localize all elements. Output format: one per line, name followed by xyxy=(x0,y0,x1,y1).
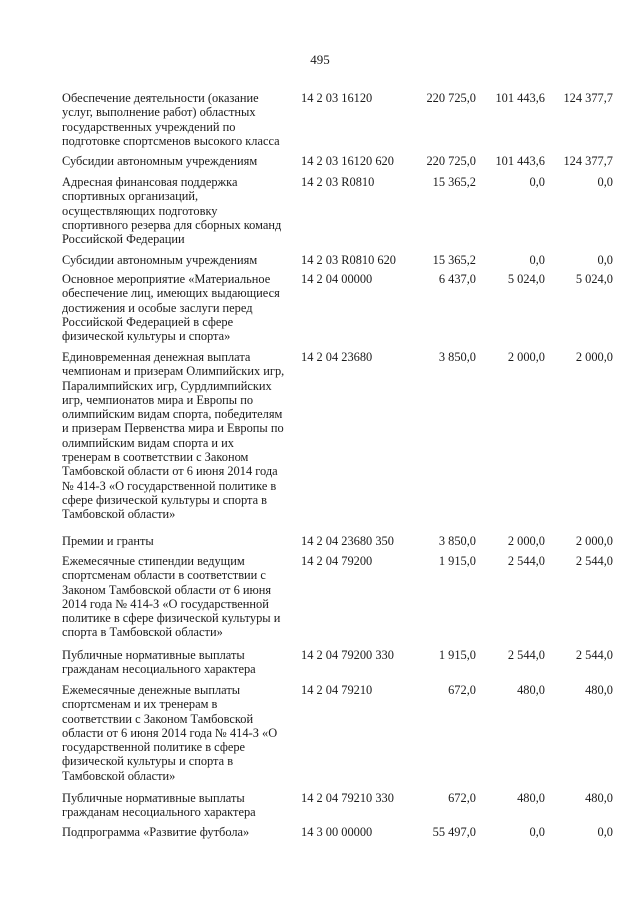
row-value-3: 0,0 xyxy=(597,825,613,839)
page-number: 495 xyxy=(310,52,330,67)
row-value-2: 2 000,0 xyxy=(507,350,545,364)
row-code: 14 2 03 R0810 xyxy=(301,175,375,189)
row-value-3: 2 000,0 xyxy=(575,350,613,364)
row-value-2: 0,0 xyxy=(529,253,545,267)
row-value-1: 15 365,2 xyxy=(432,175,476,189)
row-code: 14 2 03 R0810 620 xyxy=(301,253,396,267)
row-value-2: 2 544,0 xyxy=(507,648,545,662)
row-value-1: 55 497,0 xyxy=(432,825,476,839)
row-code: 14 2 04 79200 xyxy=(301,554,373,568)
row-name: Субсидии автономным учреждениям xyxy=(62,154,258,168)
row-code: 14 3 00 00000 xyxy=(301,825,373,839)
row-name: Подпрограмма «Развитие футбола» xyxy=(62,825,250,839)
row-code: 14 2 04 79210 xyxy=(301,683,373,697)
row-value-3: 0,0 xyxy=(597,175,613,189)
row-code: 14 2 04 00000 xyxy=(301,272,373,286)
row-name: Единовременная денежная выплата чемпионам и призерам Олимпийских игр, Паралимпийских игр, Сурдлимпийских игр, чемпионатов мира и Европы по олимпийским видам спорта, победителям и призерам Первенства мира и Европы по олимпийским видам спорта и их тренерам в соответствии с Законом Тамбовской области от 6 июня 2014 года № 414-З «О государственной политике в сфере физической культуры и спорта в Тамбовской области» xyxy=(62,350,285,522)
row-name: Адресная финансовая поддержка спортивных организаций, осуществляющих подготовку спортивного резерва для сборных команд Российской Федерации xyxy=(62,175,282,247)
row-value-1: 3 850,0 xyxy=(438,534,476,548)
row-value-1: 6 437,0 xyxy=(438,272,476,286)
row-name: Субсидии автономным учреждениям xyxy=(62,253,258,267)
row-code: 14 2 04 23680 350 xyxy=(301,534,394,548)
row-value-2: 480,0 xyxy=(517,683,545,697)
row-code: 14 2 03 16120 xyxy=(301,91,373,105)
row-value-2: 101 443,6 xyxy=(495,91,545,105)
row-value-2: 101 443,6 xyxy=(495,154,545,168)
row-name: Публичные нормативные выплаты гражданам несоциального характера xyxy=(62,648,256,677)
row-value-3: 2 544,0 xyxy=(575,554,613,568)
row-name: Публичные нормативные выплаты гражданам несоциального характера xyxy=(62,791,256,820)
row-value-2: 2 000,0 xyxy=(507,534,545,548)
row-code: 14 2 03 16120 620 xyxy=(301,154,394,168)
row-value-3: 2 544,0 xyxy=(575,648,613,662)
row-code: 14 2 04 79210 330 xyxy=(301,791,394,805)
row-code: 14 2 04 79200 330 xyxy=(301,648,394,662)
row-value-3: 2 000,0 xyxy=(575,534,613,548)
row-name: Премии и гранты xyxy=(62,534,154,548)
row-value-2: 480,0 xyxy=(517,791,545,805)
row-code: 14 2 04 23680 xyxy=(301,350,373,364)
row-value-1: 672,0 xyxy=(448,791,476,805)
row-value-1: 1 915,0 xyxy=(438,648,476,662)
row-value-3: 5 024,0 xyxy=(575,272,613,286)
row-value-2: 2 544,0 xyxy=(507,554,545,568)
row-name: Обеспечение деятельности (оказание услуг, выполнение работ) областных государственных учреждений по подготовке спортсменов высокого класса xyxy=(62,91,280,148)
row-value-3: 124 377,7 xyxy=(563,91,613,105)
row-name: Основное мероприятие «Материальное обеспечение лиц, имеющих выдающиеся достижения и особые заслуги перед Российской Федерацией в сфере физической культуры и спорта» xyxy=(62,272,280,344)
row-value-3: 124 377,7 xyxy=(563,154,613,168)
row-value-1: 672,0 xyxy=(448,683,476,697)
row-value-1: 220 725,0 xyxy=(426,154,476,168)
row-value-3: 480,0 xyxy=(585,683,613,697)
row-name: Ежемесячные денежные выплаты спортсменам и их тренерам в соответствии с Законом Тамбовской области от 6 июня 2014 года № 414-З «О государственной политике в сфере физической культуры и спорта в Тамбовской области» xyxy=(62,683,278,783)
row-value-1: 220 725,0 xyxy=(426,91,476,105)
row-value-1: 15 365,2 xyxy=(432,253,476,267)
row-value-3: 0,0 xyxy=(597,253,613,267)
row-value-3: 480,0 xyxy=(585,791,613,805)
row-value-2: 0,0 xyxy=(529,825,545,839)
row-value-2: 5 024,0 xyxy=(507,272,545,286)
row-value-1: 1 915,0 xyxy=(438,554,476,568)
row-value-1: 3 850,0 xyxy=(438,350,476,364)
row-name: Ежемесячные стипендии ведущим спортсменам области в соответствии с Законом Тамбовской области от 6 июня 2014 года № 414-З «О государственной политике в сфере физической культуры и спорта в Тамбовской области» xyxy=(62,554,281,640)
row-value-2: 0,0 xyxy=(529,175,545,189)
